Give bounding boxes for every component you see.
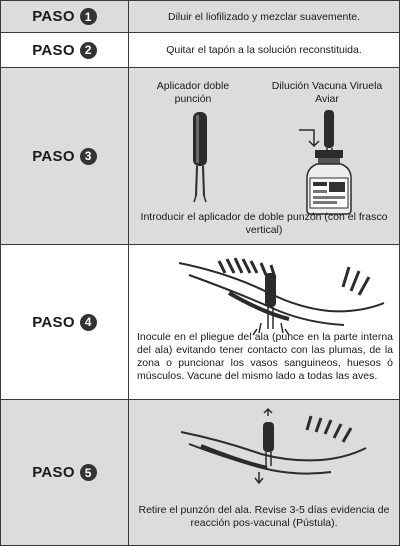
applicator-label: Aplicador doble punción	[156, 80, 230, 105]
step-3-row	[1, 68, 399, 245]
needle-withdrawal-illustration	[171, 410, 371, 490]
step-1-text: Diluir el liofilizado y mezclar suavemente.	[168, 11, 360, 23]
step-5-label: PASO	[32, 464, 75, 481]
step-2-row	[1, 33, 399, 68]
step-4-number-badge: 4	[80, 314, 97, 331]
step-3-header	[1, 68, 129, 244]
step-2-header	[1, 33, 129, 67]
step-1-content	[129, 1, 399, 32]
step-4-content	[129, 245, 399, 399]
step-4-label: PASO	[32, 313, 75, 331]
step-5-row	[1, 400, 399, 545]
step-3-content	[129, 68, 399, 244]
step-3-number-badge: 3	[80, 148, 97, 165]
step-2-number-badge: 2	[80, 42, 97, 59]
vaccine-vial-icon	[287, 110, 367, 220]
step-5-header	[1, 400, 129, 545]
step-4-row	[1, 245, 399, 400]
step-3-text: Introducir el aplicador de doble punzón (con el frasco vertical)	[140, 211, 388, 236]
step-1-number-badge: 1	[80, 8, 97, 25]
vial-label: Dilución Vacuna Viruela Aviar	[271, 80, 383, 105]
step-1-row	[1, 1, 399, 33]
step-2-label: PASO	[32, 41, 75, 59]
wing-inoculation-illustration	[169, 253, 399, 338]
step-1-label: PASO	[32, 8, 75, 25]
step-4-text: Inocule en el pliegue del ala (punce en la parte interna del ala) evitando tener contacto con las plumas, de la zona o puncionar los vasos sanguineos, huesos ó músculos. Vacune del mismo lado a todas las aves.	[137, 331, 393, 382]
step-2-content	[129, 33, 399, 67]
step-5-content	[129, 400, 399, 545]
step-1-header	[1, 1, 129, 32]
step-4-header	[1, 245, 129, 399]
step-3-label: PASO	[32, 147, 75, 165]
double-needle-applicator-icon	[183, 112, 223, 212]
step-5-text: Retire el punzón del ala. Revise 3-5 días evidencia de reacción pos-vacunal (Pústula).	[138, 504, 390, 529]
step-2-text: Quitar el tapón a la solución reconstituida.	[166, 44, 362, 56]
step-5-number-badge: 5	[80, 464, 97, 481]
